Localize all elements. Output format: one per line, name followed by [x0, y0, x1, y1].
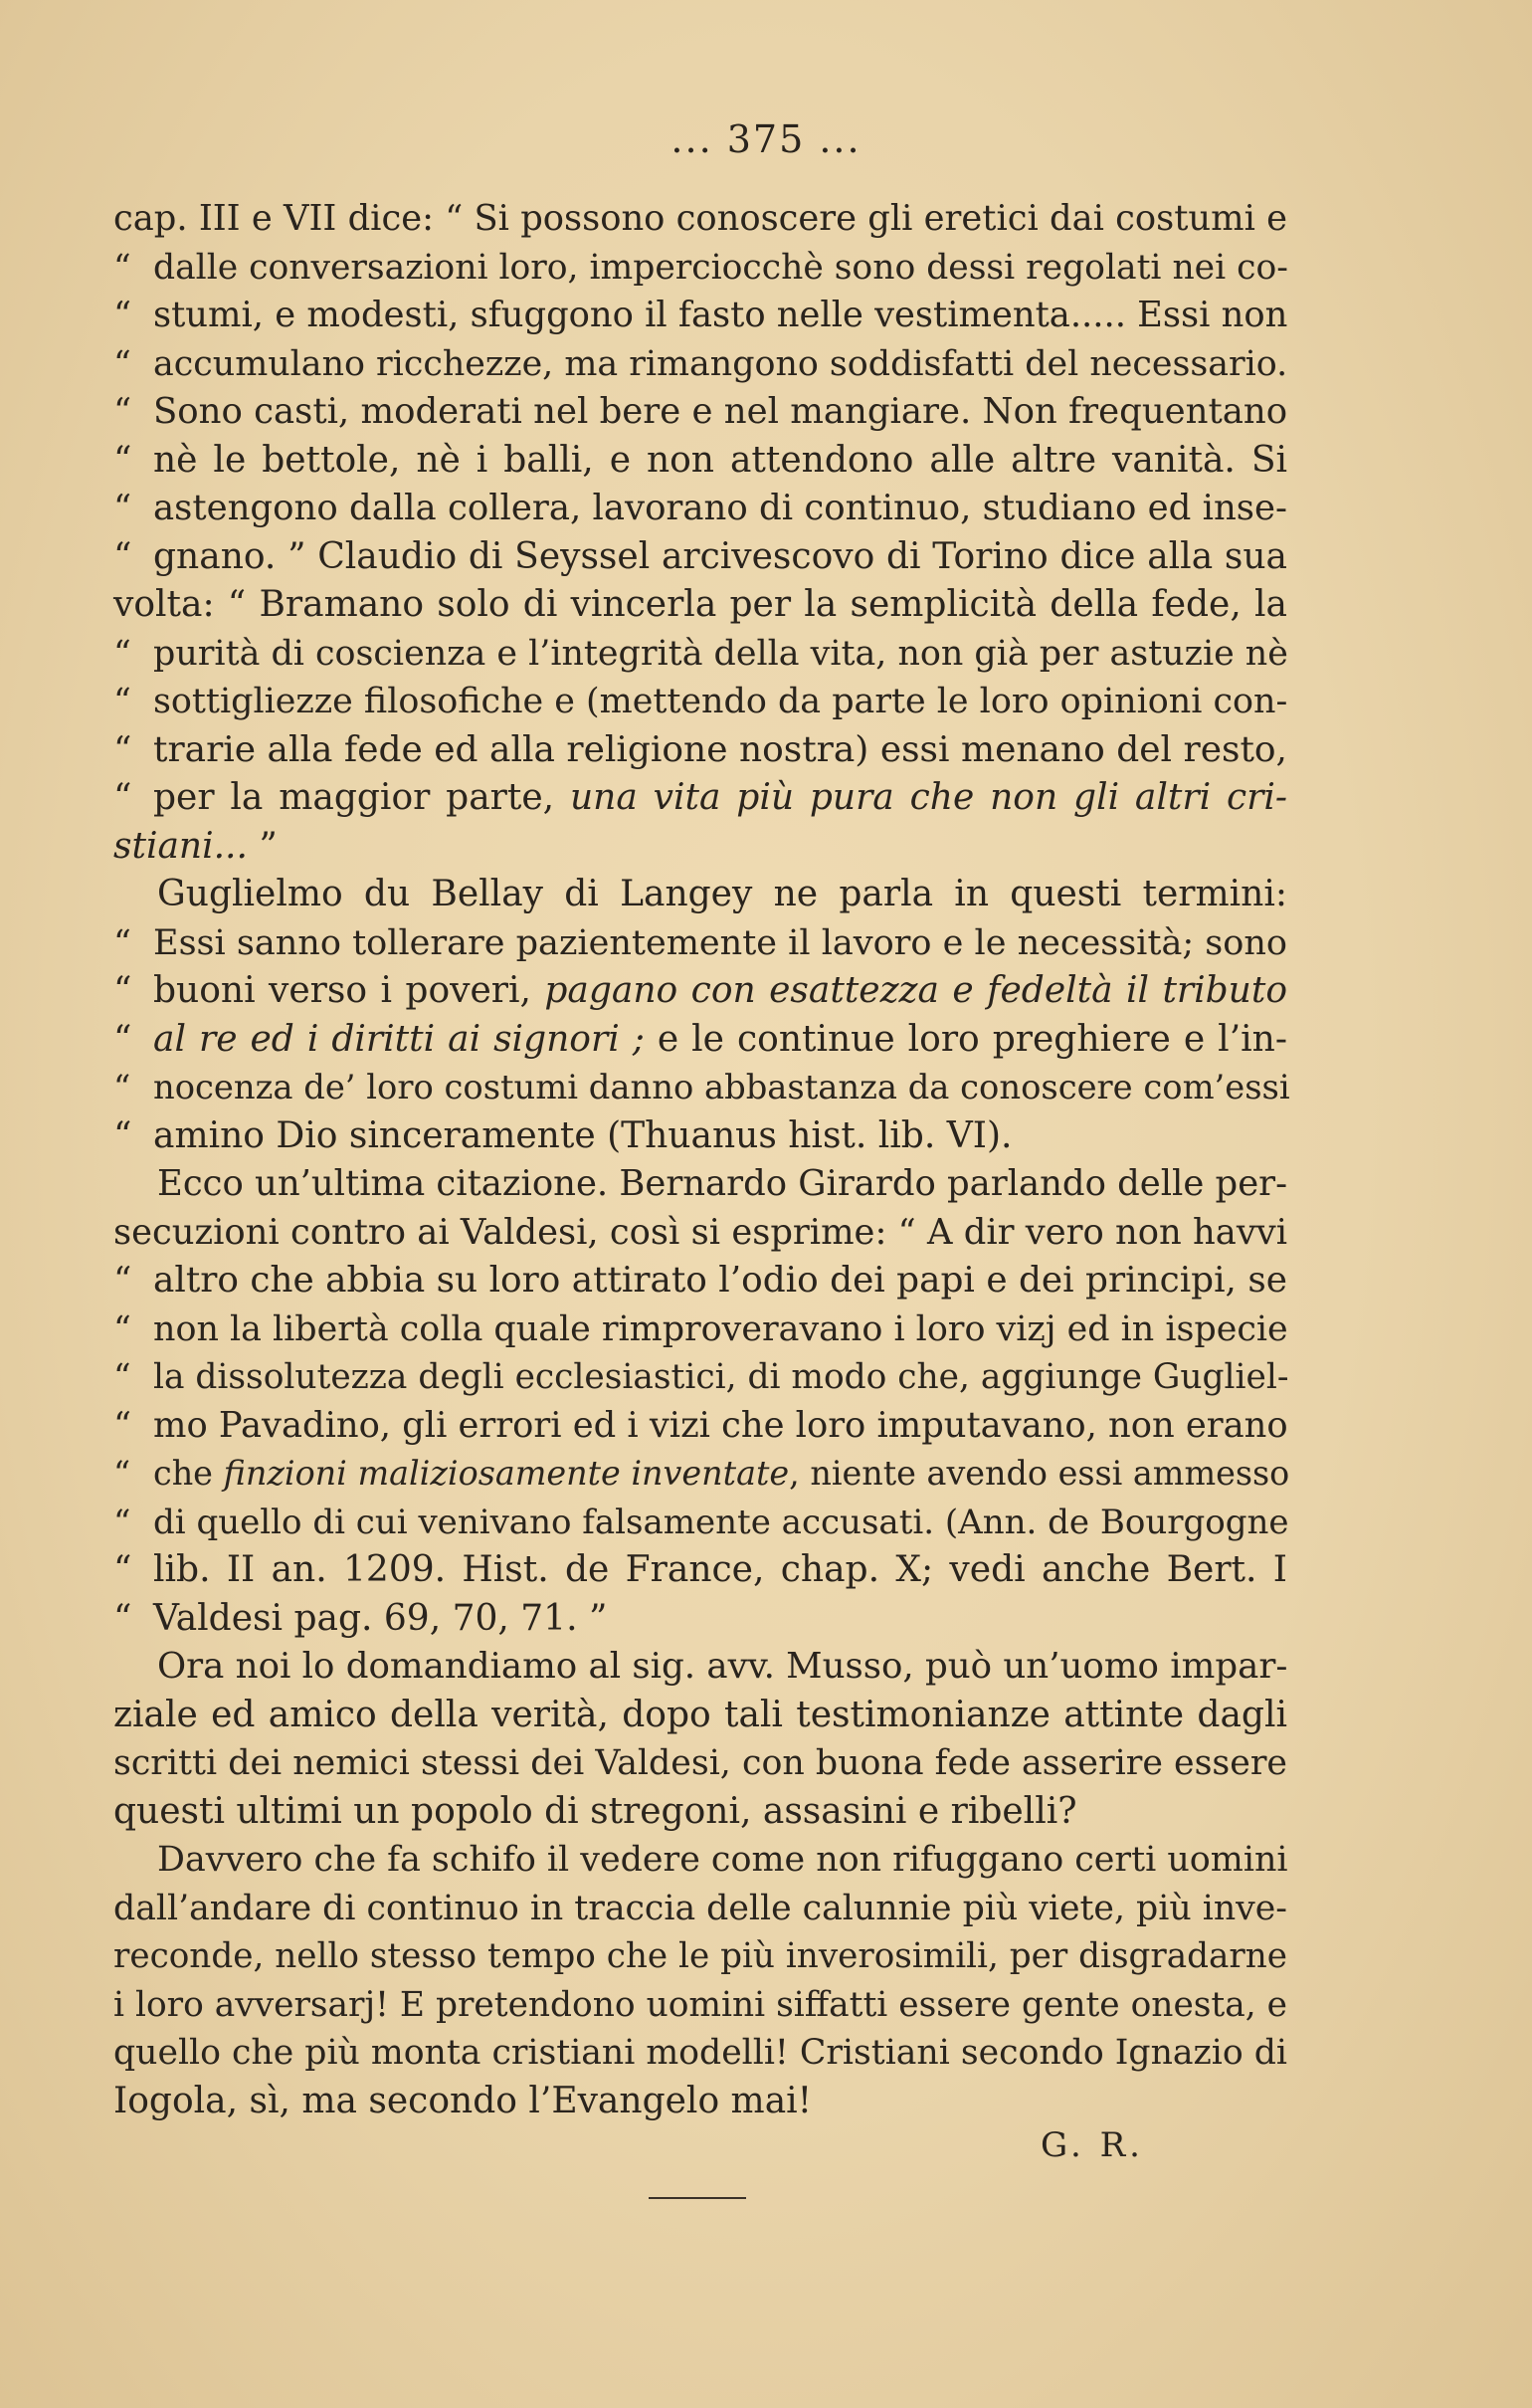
- quote-mark: “: [113, 1404, 132, 1446]
- text-line: [113, 1739, 1287, 1788]
- line-text: lib. II an. 1209. Hist. de France, chap. X; vedi anche Bert. I: [153, 1549, 1287, 1590]
- text-line: [113, 1499, 1287, 1547]
- quote-mark: “: [113, 1018, 132, 1060]
- text-line: [113, 437, 1287, 486]
- quote-mark: “: [113, 1068, 131, 1106]
- text-line: [113, 1160, 1287, 1209]
- line-text: quello che più monta cristiani modelli! Cristiani secondo Ignazio di: [113, 2033, 1287, 2073]
- text-line: [113, 292, 1287, 340]
- line-text: mo Pavadino, gli errori ed i vizi che loro imputavano, non erano: [153, 1404, 1288, 1446]
- text-line: [113, 1257, 1287, 1305]
- text-line: [113, 774, 1287, 823]
- line-text: purità di coscienza e l’integrità della vita, non già per astuzie nè: [153, 633, 1288, 674]
- line-text: stumi, e modesti, sfuggono il fasto nelle vestimenta..... Essi non: [153, 295, 1288, 335]
- text-line: [113, 1546, 1287, 1595]
- text-line: [113, 2029, 1287, 2078]
- text-line: [113, 581, 1287, 630]
- line-text: stiani... ”: [113, 825, 278, 867]
- quote-mark: “: [113, 1260, 132, 1301]
- line-text: astengono dalla collera, lavorano di continuo, studiano ed inse-: [153, 488, 1287, 528]
- quote-mark: “: [113, 1597, 132, 1639]
- text-line: [113, 1788, 1287, 1837]
- line-text: altro che abbia su loro attirato l’odio dei papi e dei principi, se: [153, 1260, 1287, 1301]
- text-line: [113, 1595, 1287, 1644]
- quote-mark: “: [113, 633, 131, 674]
- line-text: dalle conversazioni loro, imperciocchè sono dessi regolati nei co-: [153, 247, 1288, 288]
- quote-mark: “: [113, 682, 131, 721]
- text-line: [113, 1692, 1287, 1740]
- line-text: Iogola, sì, ma secondo l’Evangelo mai!: [113, 2080, 813, 2121]
- text-line: [113, 1836, 1287, 1885]
- line-text: che finzioni maliziosamente inventate, niente avendo essi ammesso: [153, 1454, 1290, 1493]
- quote-mark: “: [113, 295, 132, 335]
- line-text: secuzioni contro ai Valdesi, così si esprime: “ A dir vero non havvi: [113, 1211, 1287, 1253]
- text-line: [113, 1064, 1290, 1112]
- text-line: [113, 388, 1287, 437]
- quote-mark: “: [113, 970, 132, 1011]
- line-text: Sono casti, moderati nel bere e nel mangiare. Non frequentano: [153, 391, 1288, 432]
- line-text: Ora noi lo domandiamo al sig. avv. Musso, può un’uomo impar-: [157, 1646, 1288, 1687]
- quote-mark: “: [113, 1454, 131, 1493]
- text-line: [113, 630, 1287, 679]
- text-line: [113, 195, 1287, 244]
- text-line: [113, 1981, 1287, 2030]
- text-line: [113, 1885, 1287, 1933]
- line-text: al re ed i diritti ai signori ; e le continue loro preghiere e l’in-: [153, 1018, 1287, 1060]
- line-text: i loro avversarj! E pretendono uomini siffatti essere gente onesta, e: [113, 1984, 1287, 2025]
- line-text: cap. III e VII dice: “ Si possono conoscere gli eretici dai costumi e: [113, 198, 1287, 239]
- quote-mark: “: [113, 488, 132, 528]
- text-line: [113, 485, 1287, 533]
- quote-mark: “: [113, 391, 132, 432]
- line-text: non la libertà colla quale rimproveravano i loro vizj ed in ispecie: [153, 1308, 1288, 1349]
- text-line: [113, 340, 1287, 389]
- text-line: [113, 1209, 1287, 1258]
- text-line: [113, 244, 1287, 293]
- text-line: [113, 1402, 1287, 1451]
- line-text: volta: “ Bramano solo di vincerla per la semplicità della fede, la: [113, 584, 1287, 625]
- page-number-header: ... 375 ...: [670, 117, 862, 161]
- line-text: amino Dio sinceramente (Thuanus hist. lib. VI).: [153, 1114, 1013, 1156]
- line-text: la dissolutezza degli ecclesiastici, di modo che, aggiunge Gugliel-: [153, 1357, 1289, 1397]
- line-text: Essi sanno tollerare pazientemente il lavoro e le necessità; sono: [153, 921, 1288, 963]
- text-line: [113, 678, 1287, 726]
- quote-mark: “: [113, 921, 131, 963]
- quote-mark: “: [113, 343, 131, 384]
- text-line: [113, 533, 1287, 582]
- line-text: dall’andare di continuo in traccia delle calunnie più viete, più inve-: [113, 1888, 1287, 1928]
- line-text: accumulano ricchezze, ma rimangono soddisfatti del necessario.: [153, 343, 1288, 384]
- line-text: questi ultimi un popolo di stregoni, assasini e ribelli?: [113, 1790, 1077, 1832]
- end-rule: [649, 2197, 746, 2199]
- line-text: gnano. ” Claudio di Seyssel arcivescovo di Torino dice alla sua: [153, 535, 1287, 577]
- line-text: ziale ed amico della verità, dopo tali testimonianze attinte dagli: [113, 1694, 1287, 1735]
- text-line: [113, 1353, 1287, 1402]
- line-text: Guglielmo du Bellay di Langey ne parla in questi termini:: [157, 874, 1287, 914]
- quote-mark: “: [113, 1502, 131, 1542]
- line-text: scritti dei nemici stessi dei Valdesi, con buona fede asserire essere: [113, 1743, 1287, 1783]
- line-text: reconde, nello stesso tempo che le più inverosimili, per disgradarne: [113, 1936, 1287, 1976]
- quote-mark: “: [113, 247, 131, 288]
- text-line: [113, 1450, 1290, 1499]
- text-line: [113, 1016, 1287, 1065]
- quote-mark: “: [113, 777, 132, 818]
- signature: G. R.: [1041, 2125, 1144, 2165]
- text-line: [113, 967, 1287, 1016]
- text-line: [113, 1112, 1287, 1161]
- text-line: [113, 919, 1287, 968]
- quote-mark: “: [113, 535, 132, 577]
- line-text: buoni verso i poveri, pagano con esattezza e fedeltà il tributo: [153, 970, 1288, 1011]
- text-line: [113, 1305, 1287, 1354]
- text-line: [113, 871, 1287, 919]
- text-line: [113, 2078, 1287, 2126]
- quote-mark: “: [113, 1549, 132, 1590]
- line-text: Davvero che fa schifo il vedere come non rifuggano certi uomini: [157, 1840, 1288, 1880]
- line-text: nocenza de’ loro costumi danno abbastanza da conoscere com’essi: [153, 1068, 1290, 1106]
- quote-mark: “: [113, 439, 132, 481]
- quote-mark: “: [113, 1357, 131, 1397]
- quote-mark: “: [113, 1308, 131, 1349]
- line-text: per la maggior parte, una vita più pura che non gli altri cri-: [153, 777, 1287, 818]
- text-line: [113, 1643, 1287, 1692]
- quote-mark: “: [113, 1114, 132, 1156]
- line-text: nè le bettole, nè i balli, e non attendono alle altre vanità. Si: [153, 439, 1287, 481]
- quote-mark: “: [113, 728, 132, 770]
- line-text: Valdesi pag. 69, 70, 71. ”: [153, 1597, 608, 1639]
- text-line: [113, 1932, 1287, 1981]
- line-text: Ecco un’ultima citazione. Bernardo Girardo parlando delle per-: [157, 1163, 1288, 1204]
- line-text: trarie alla fede ed alla religione nostra) essi menano del resto,: [153, 728, 1287, 770]
- line-text: di quello di cui venivano falsamente accusati. (Ann. de Bourgogne: [153, 1502, 1289, 1542]
- line-text: sottigliezze filosofiche e (mettendo da parte le loro opinioni con-: [153, 682, 1288, 721]
- text-line: [113, 823, 1287, 872]
- body-text: [113, 195, 1290, 2125]
- text-line: [113, 726, 1287, 775]
